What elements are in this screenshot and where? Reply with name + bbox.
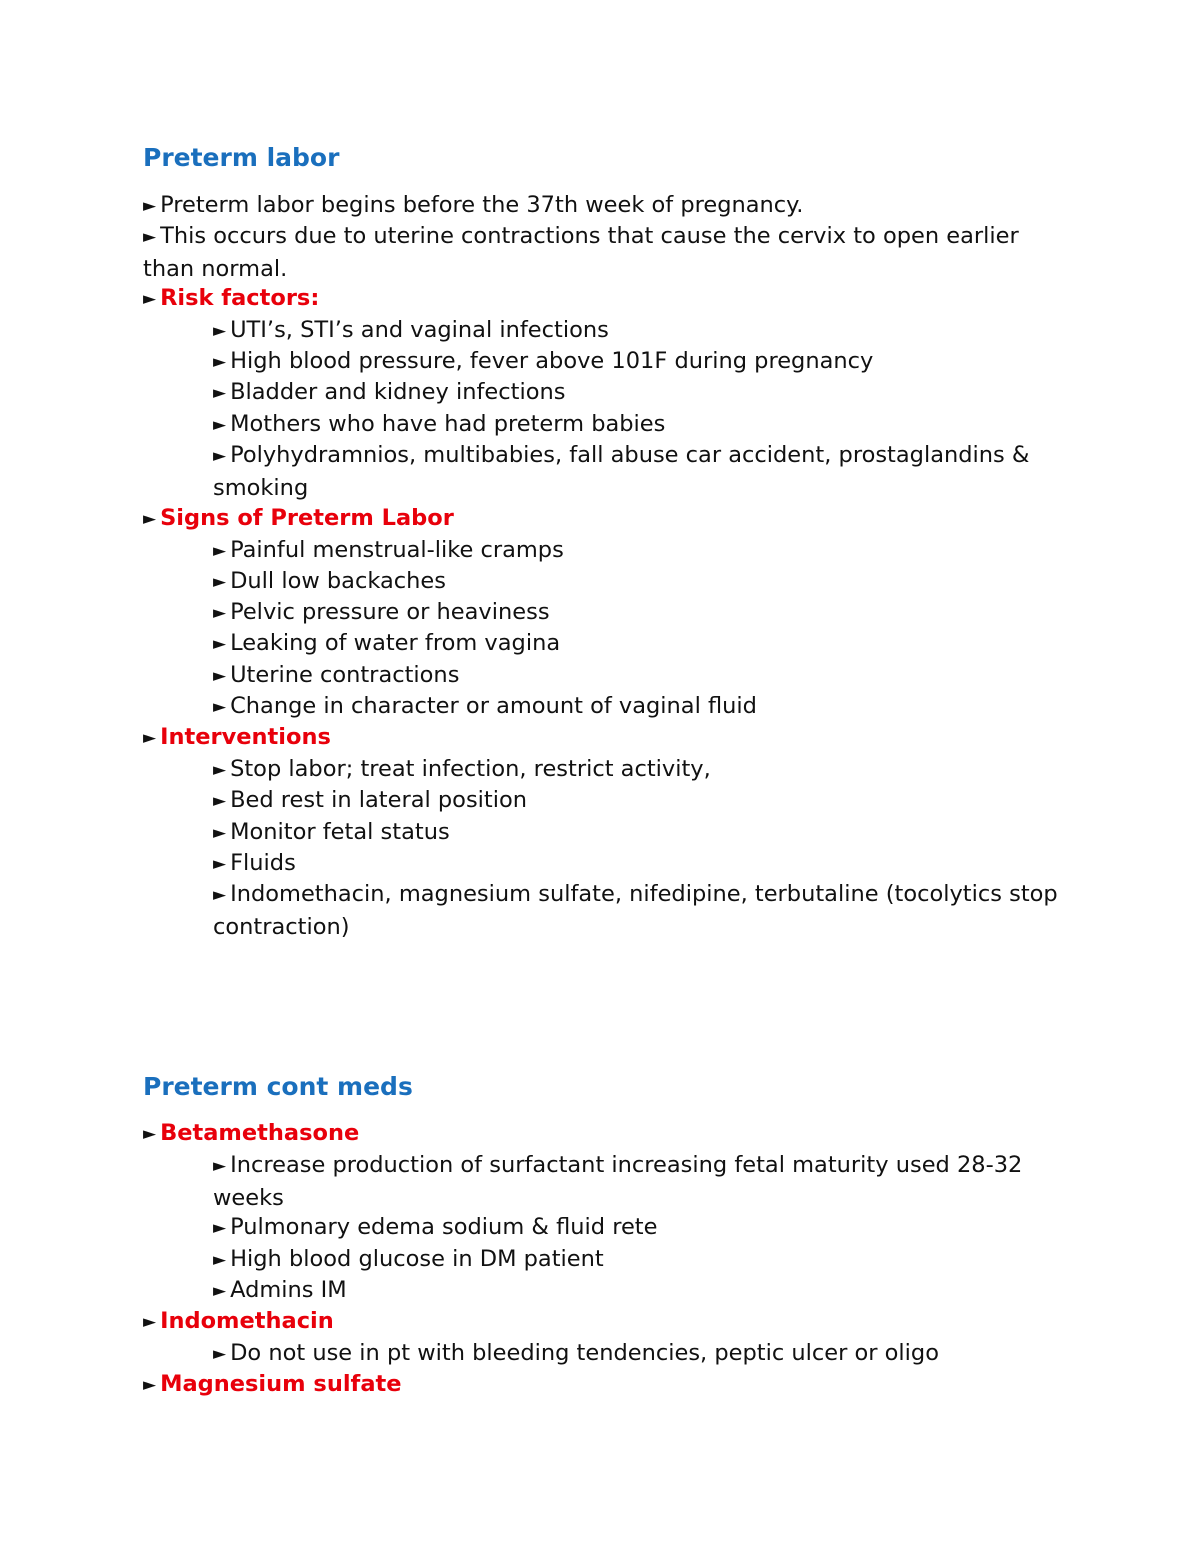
triangle-bullet-icon: ► [213, 666, 227, 686]
list-item: ► High blood glucose in DM patient [213, 1246, 604, 1272]
triangle-bullet-icon: ► [143, 1124, 157, 1144]
list-item: ► This occurs due to uterine contractions that cause the cervix to open earlier than normal. [143, 223, 1026, 283]
triangle-bullet-icon: ► [143, 196, 157, 216]
triangle-bullet-icon: ► [213, 415, 227, 435]
list-item: ► Increase production of surfactant increasing fetal maturity used 28-32 weeks [213, 1152, 1030, 1212]
list-item: ► Polyhydramnios, multibabies, fall abuse car accident, prostaglandins & smoking [213, 442, 1037, 502]
triangle-bullet-icon: ► [143, 227, 157, 247]
triangle-bullet-icon: ► [213, 1344, 227, 1364]
signs-heading: ► Signs of Preterm Labor [143, 505, 454, 531]
triangle-bullet-icon: ► [143, 509, 157, 529]
triangle-bullet-icon: ► [213, 1250, 227, 1270]
betamethasone-heading: ► Betamethasone [143, 1120, 360, 1146]
list-item: ► Bladder and kidney infections [213, 379, 566, 405]
list-item: ► High blood pressure, fever above 101F during pregnancy [213, 348, 874, 374]
magnesium-sulfate-heading: ► Magnesium sulfate [143, 1371, 402, 1397]
triangle-bullet-icon: ► [213, 634, 227, 654]
triangle-bullet-icon: ► [143, 1312, 157, 1332]
indomethacin-heading: ► Indomethacin [143, 1308, 334, 1334]
triangle-bullet-icon: ► [213, 697, 227, 717]
triangle-bullet-icon: ► [213, 791, 227, 811]
triangle-bullet-icon: ► [143, 728, 157, 748]
triangle-bullet-icon: ► [213, 572, 227, 592]
list-item: ► Fluids [213, 850, 296, 876]
triangle-bullet-icon: ► [213, 352, 227, 372]
triangle-bullet-icon: ► [213, 603, 227, 623]
triangle-bullet-icon: ► [143, 1375, 157, 1395]
list-item: ► Preterm labor begins before the 37th week of pregnancy. [143, 192, 804, 218]
list-item: ► Stop labor; treat infection, restrict activity, [213, 756, 711, 782]
list-item: ► Monitor fetal status [213, 819, 450, 845]
triangle-bullet-icon: ► [213, 321, 227, 341]
list-item: ► Painful menstrual-like cramps [213, 537, 564, 563]
triangle-bullet-icon: ► [213, 854, 227, 874]
triangle-bullet-icon: ► [213, 1218, 227, 1238]
triangle-bullet-icon: ► [213, 1281, 227, 1301]
list-item: ► Uterine contractions [213, 662, 460, 688]
triangle-bullet-icon: ► [213, 1156, 227, 1176]
section-title-preterm-cont-meds: Preterm cont meds [143, 1072, 413, 1101]
triangle-bullet-icon: ► [143, 289, 157, 309]
triangle-bullet-icon: ► [213, 760, 227, 780]
list-item: ► Do not use in pt with bleeding tendencies, peptic ulcer or oligo [213, 1340, 939, 1366]
risk-factors-heading: ► Risk factors: [143, 285, 320, 311]
triangle-bullet-icon: ► [213, 446, 227, 466]
list-item: ► Mothers who have had preterm babies [213, 411, 666, 437]
list-item: ► Admins IM [213, 1277, 347, 1303]
list-item: ► Pulmonary edema sodium & fluid rete [213, 1214, 658, 1240]
interventions-heading: ► Interventions [143, 724, 331, 750]
list-item: ► Indomethacin, magnesium sulfate, nifedipine, terbutaline (tocolytics stop contraction) [213, 881, 1065, 941]
triangle-bullet-icon: ► [213, 823, 227, 843]
triangle-bullet-icon: ► [213, 541, 227, 561]
list-item: ► Pelvic pressure or heaviness [213, 599, 550, 625]
list-item: ► Bed rest in lateral position [213, 787, 528, 813]
list-item: ► Dull low backaches [213, 568, 446, 594]
list-item: ► Leaking of water from vagina [213, 630, 561, 656]
triangle-bullet-icon: ► [213, 383, 227, 403]
section-title-preterm-labor: Preterm labor [143, 143, 340, 172]
list-item: ► Change in character or amount of vaginal fluid [213, 693, 757, 719]
triangle-bullet-icon: ► [213, 885, 227, 905]
list-item: ► UTI’s, STI’s and vaginal infections [213, 317, 609, 343]
